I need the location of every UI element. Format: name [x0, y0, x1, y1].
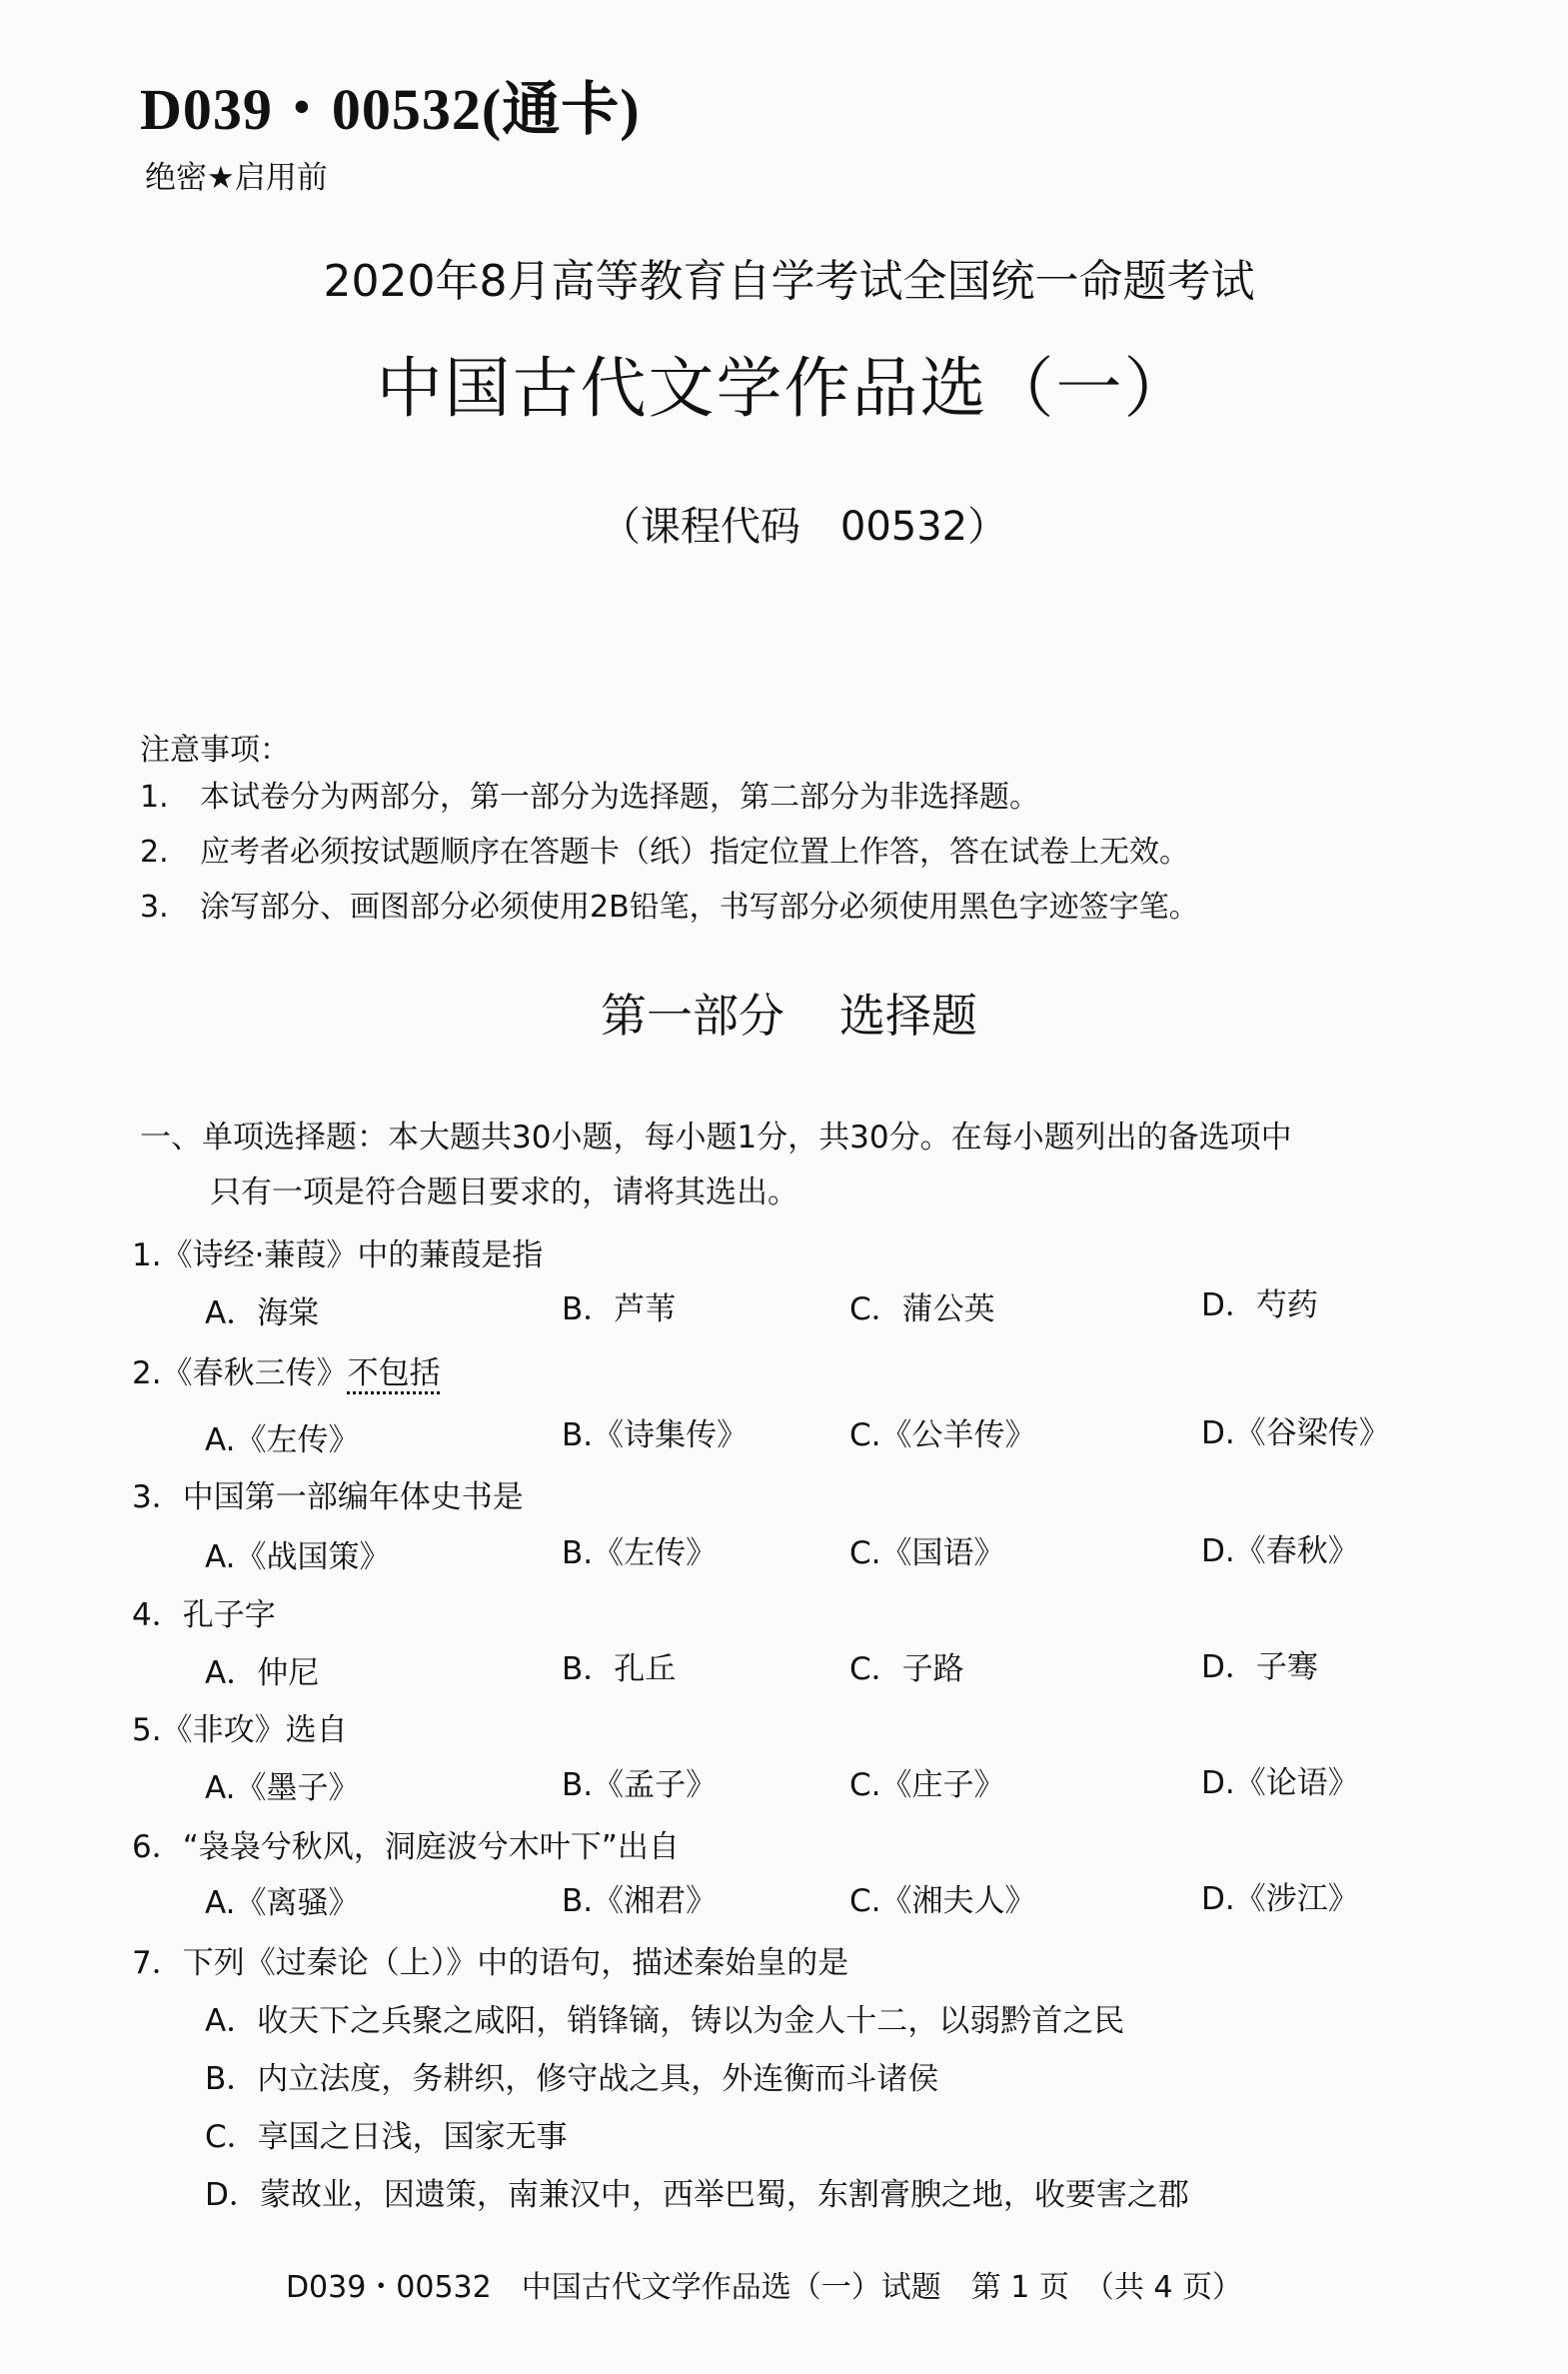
option-a: A．海棠 — [205, 1295, 320, 1331]
option-a: A.《战国策》 — [205, 1539, 391, 1575]
option-b: B.《诗集传》 — [562, 1417, 749, 1453]
option-d: D.《谷梁传》 — [1201, 1415, 1390, 1451]
section-instructions-cont: 只有一项是符合题目要求的，请将其选出。 — [210, 1175, 798, 1210]
option-c: C．子路 — [849, 1651, 964, 1687]
question-stem: 7．下列《过秦论（上）》中的语句，描述秦始皇的是 — [132, 1945, 849, 1981]
question-stem: 2.《春秋三传》不包括 — [132, 1355, 441, 1391]
option-b: B.《湘君》 — [562, 1883, 718, 1919]
option-b: B.《孟子》 — [562, 1767, 718, 1803]
note-item: 1. 本试卷分为两部分，第一部分为选择题，第二部分为非选择题。 — [140, 780, 1039, 815]
option-c: C．享国之日浅，国家无事 — [205, 2119, 568, 2155]
option-d: D．子骞 — [1201, 1649, 1318, 1685]
emphasis-text: 不包括 — [347, 1355, 441, 1391]
notes-title: 注意事项： — [140, 733, 290, 768]
option-a: A.《离骚》 — [205, 1885, 360, 1921]
option-a: A.《左传》 — [205, 1422, 360, 1458]
course-code: （课程代码 00532） — [600, 504, 1008, 550]
option-b: B．内立法度，务耕织，修守战之具，外连衡而斗诸侯 — [205, 2061, 939, 2097]
option-b: B．孔丘 — [562, 1651, 677, 1687]
option-b: B．芦苇 — [562, 1291, 677, 1327]
question-stem: 3．中国第一部编年体史书是 — [132, 1479, 524, 1515]
paper-code: D039・00532(通卡) — [140, 77, 641, 142]
page-title: 中国古代文学作品选（一） — [376, 350, 1192, 427]
note-item: 2. 应考者必须按试题顺序在答题卡（纸）指定位置上作答，答在试卷上无效。 — [140, 835, 1189, 870]
option-c: C.《公羊传》 — [849, 1417, 1036, 1453]
section-instructions: 一、单项选择题：本大题共30小题，每小题1分，共30分。在每小题列出的备选项中 — [140, 1120, 1292, 1156]
confidential-label: 绝密★启用前 — [145, 160, 328, 196]
option-a: A．仲尼 — [205, 1655, 320, 1691]
option-a: A.《墨子》 — [205, 1770, 360, 1806]
option-c: C.《庄子》 — [849, 1767, 1005, 1803]
exam-line: 2020年8月高等教育自学考试全国统一命题考试 — [323, 256, 1255, 307]
option-d: D．蒙故业，因遗策，南兼汉中，西举巴蜀，东割膏腴之地，收要害之郡 — [205, 2177, 1189, 2213]
option-c: C.《国语》 — [849, 1535, 1005, 1571]
option-b: B.《左传》 — [562, 1535, 718, 1571]
option-d: D.《春秋》 — [1201, 1533, 1359, 1569]
option-d: D．芍药 — [1201, 1287, 1318, 1323]
page-footer: D039・00532 中国古代文学作品选（一）试题 第 1 页 （共 4 页） — [285, 2270, 1243, 2305]
question-stem: 6．“袅袅兮秋风，洞庭波兮木叶下”出自 — [132, 1829, 680, 1865]
option-a: A．收天下之兵聚之咸阳，销锋镝，铸以为金人十二，以弱黔首之民 — [205, 2003, 1125, 2039]
note-item: 3. 涂写部分、画图部分必须使用2B铅笔，书写部分必须使用黑色字迹签字笔。 — [140, 890, 1199, 925]
option-c: C．蒲公英 — [849, 1291, 995, 1327]
question-stem: 1.《诗经·蒹葭》中的蒹葭是指 — [132, 1237, 544, 1273]
question-stem: 5.《非攻》选自 — [132, 1712, 348, 1748]
option-c: C.《湘夫人》 — [849, 1883, 1036, 1919]
option-d: D.《论语》 — [1201, 1765, 1359, 1801]
part-title: 第一部分 选择题 — [601, 989, 977, 1043]
question-stem: 4．孔子字 — [132, 1597, 276, 1633]
option-d: D.《涉江》 — [1201, 1881, 1359, 1917]
